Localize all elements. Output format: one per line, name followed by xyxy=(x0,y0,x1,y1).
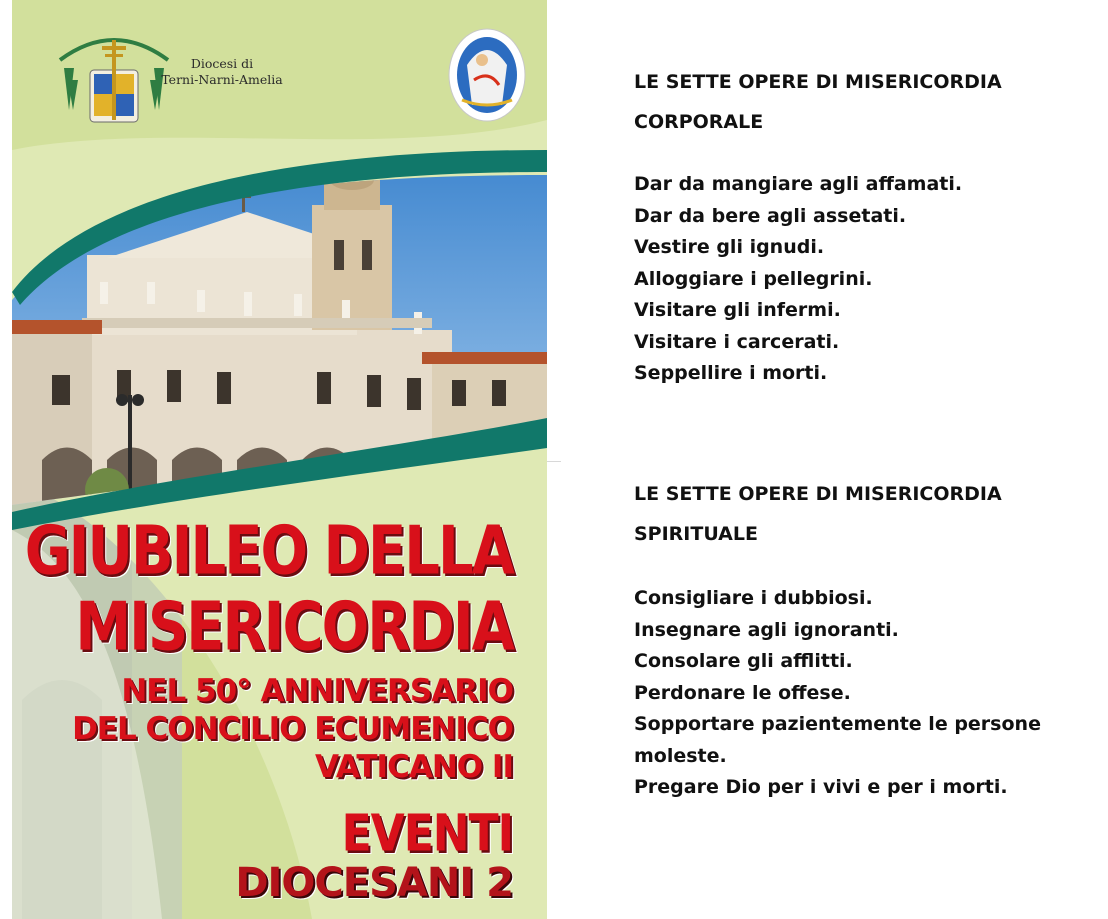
list-item: Insegnare agli ignoranti. xyxy=(634,618,899,641)
subtitle-line-2: DEL CONCILIO ECUMENICO xyxy=(72,711,513,747)
corporal-heading-line-2: CORPORALE xyxy=(634,111,764,133)
list-item: Consigliare i dubbiosi. xyxy=(634,587,873,609)
spiritual-heading xyxy=(634,474,1094,554)
jubilee-of-mercy-logo-icon xyxy=(449,29,525,121)
spiritual-heading-line-1: LE SETTE OPERE DI MISERICORDIA xyxy=(634,483,1002,505)
list-item: Visitare gli infermi. xyxy=(634,299,841,321)
list-item: Dar da mangiare agli affamati. xyxy=(634,173,963,195)
events-line-2: DIOCESANI 2 xyxy=(235,860,513,906)
events-line-1: EVENTI xyxy=(341,804,513,864)
diocese-name xyxy=(152,56,292,88)
brochure-cover xyxy=(12,0,547,919)
page-divider xyxy=(547,461,561,462)
diocese-line-1: Diocesi di xyxy=(190,56,254,71)
list-item: Seppellire i morti. xyxy=(634,362,828,384)
list-item: Vestire gli ignudi. xyxy=(634,236,825,258)
spiritual-list xyxy=(634,583,1094,804)
list-item: Perdonare le offese. xyxy=(634,681,851,704)
list-item: Consolare gli afflitti. xyxy=(634,650,853,672)
spiritual-heading-line-2: SPIRITUALE xyxy=(634,523,758,545)
list-item: Sopportare pazientemente le persone xyxy=(634,713,1041,735)
subtitle-line-3: VATICANO II xyxy=(314,749,513,785)
list-item: moleste. xyxy=(634,744,727,767)
corporal-list xyxy=(634,169,1094,390)
corporal-heading xyxy=(634,62,1094,142)
list-item: Visitare i carcerati. xyxy=(634,330,840,353)
list-item: Dar da bere agli assetati. xyxy=(634,204,907,227)
list-item: Alloggiare i pellegrini. xyxy=(634,267,873,290)
title-line-2: MISERICORDIA xyxy=(75,588,513,667)
corporal-heading-line-1: LE SETTE OPERE DI MISERICORDIA xyxy=(634,71,1002,93)
title-line-1: GIUBILEO DELLA xyxy=(24,512,513,591)
subtitle-line-1: NEL 50° ANNIVERSARIO xyxy=(121,673,513,709)
diocese-line-2: Terni-Narni-Amelia xyxy=(161,72,283,87)
list-item: Pregare Dio per i vivi e per i morti. xyxy=(634,776,1008,798)
